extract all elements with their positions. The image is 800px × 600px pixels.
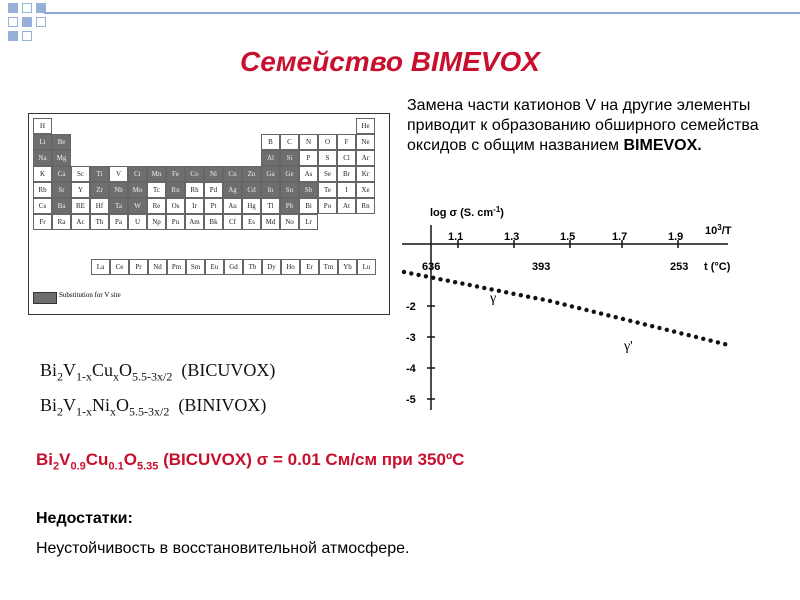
- element-cell: Sr: [52, 182, 71, 198]
- element-cell: Be: [52, 134, 71, 150]
- data-point: [468, 283, 472, 287]
- decor-square: [36, 17, 46, 27]
- decor-square: [8, 17, 18, 27]
- element-cell: Ca: [52, 166, 71, 182]
- element-cell: I: [337, 182, 356, 198]
- element-cell: Rb: [33, 182, 52, 198]
- data-point: [570, 304, 574, 308]
- data-point: [460, 281, 464, 285]
- data-point: [416, 273, 420, 277]
- element-cell: Ru: [166, 182, 185, 198]
- legend-text: Substitution for V site: [59, 291, 121, 299]
- data-point: [526, 295, 530, 299]
- element-cell: Co: [185, 166, 204, 182]
- element-cell: Md: [261, 214, 280, 230]
- element-cell: Ag: [223, 182, 242, 198]
- element-cell: Ta: [109, 198, 128, 214]
- element-cell: Ac: [71, 214, 90, 230]
- temperature-tick-label: 253: [670, 261, 689, 273]
- element-cell: S: [318, 150, 337, 166]
- data-point: [541, 297, 545, 301]
- element-cell: At: [337, 198, 356, 214]
- element-cell: Pt: [204, 198, 223, 214]
- element-cell: V: [109, 166, 128, 182]
- element-cell: Mo: [128, 182, 147, 198]
- data-point: [599, 311, 603, 315]
- periodic-table: [28, 113, 390, 315]
- data-point: [723, 342, 727, 346]
- element-cell: No: [280, 214, 299, 230]
- element-cell: Hf: [90, 198, 109, 214]
- lanthanide-cell: Sm: [186, 259, 205, 275]
- y-tick-label: -3: [406, 332, 416, 344]
- element-cell: Cd: [242, 182, 261, 198]
- element-cell: B: [261, 134, 280, 150]
- element-cell: Ar: [356, 150, 375, 166]
- data-point: [409, 271, 413, 275]
- element-cell: Zr: [90, 182, 109, 198]
- element-cell: Rn: [356, 198, 375, 214]
- element-cell: Ti: [90, 166, 109, 182]
- element-cell: Pb: [280, 198, 299, 214]
- bottom-axis-label: t (°C): [704, 261, 731, 273]
- data-point: [657, 326, 661, 330]
- decor-square: [8, 31, 18, 41]
- conductivity-highlight: $Bi_2V_{0.9}Cu_{0.1}O_{5.35}$ (BICUVOX) σ = 0.01 См/см при 350ºC: [36, 450, 465, 473]
- top-tick-label: 1.5: [560, 231, 576, 243]
- element-cell: Br: [337, 166, 356, 182]
- decor-square: [22, 31, 32, 41]
- element-cell: He: [356, 118, 375, 134]
- element-cell: F: [337, 134, 356, 150]
- data-point: [628, 319, 632, 323]
- top-axis-label: $10^3/T$: [705, 223, 732, 237]
- lanthanide-cell: Lu: [357, 259, 376, 275]
- data-point: [687, 333, 691, 337]
- data-point: [650, 324, 654, 328]
- data-point: [694, 335, 698, 339]
- element-cell: U: [128, 214, 147, 230]
- description-text: Замена части катионов V на другие элементы приводит к образованию обширного семейства оксидов с общим названием: [407, 97, 759, 154]
- element-cell: Am: [185, 214, 204, 230]
- data-point: [497, 289, 501, 293]
- element-cell: Sc: [71, 166, 90, 182]
- y-axis-label: log σ (S. $cm^{-1}$): [430, 205, 504, 219]
- data-point: [621, 317, 625, 321]
- data-point: [519, 293, 523, 297]
- element-cell: As: [299, 166, 318, 182]
- drawbacks-title: Недостатки:: [36, 510, 133, 527]
- element-cell: P: [299, 150, 318, 166]
- element-cell: Ge: [280, 166, 299, 182]
- element-cell: Tl: [261, 198, 280, 214]
- element-cell: Se: [318, 166, 337, 182]
- data-point: [716, 340, 720, 344]
- element-cell: Cr: [128, 166, 147, 182]
- conductivity-chart: [398, 200, 798, 420]
- header-rule: [44, 12, 800, 14]
- element-cell: Zn: [242, 166, 261, 182]
- element-cell: Re: [147, 198, 166, 214]
- element-cell: K: [33, 166, 52, 182]
- element-cell: RE: [71, 198, 90, 214]
- lanthanide-cell: Tm: [319, 259, 338, 275]
- decor-square: [22, 3, 32, 13]
- top-tick-label: 1.7: [612, 231, 628, 243]
- lanthanide-cell: Er: [300, 259, 319, 275]
- top-tick-label: 1.3: [504, 231, 520, 243]
- lanthanide-cell: Nd: [148, 259, 167, 275]
- element-cell: Mn: [147, 166, 166, 182]
- lanthanide-cell: Pm: [167, 259, 186, 275]
- y-tick-label: -2: [406, 301, 416, 313]
- element-cell: Th: [90, 214, 109, 230]
- element-cell: Np: [147, 214, 166, 230]
- element-cell: Pd: [204, 182, 223, 198]
- element-cell: Mg: [52, 150, 71, 166]
- data-point: [511, 292, 515, 296]
- element-cell: Cl: [337, 150, 356, 166]
- data-point: [665, 328, 669, 332]
- top-tick-label: 1.9: [668, 231, 684, 243]
- data-point: [672, 329, 676, 333]
- element-cell: Bk: [204, 214, 223, 230]
- element-cell: Es: [242, 214, 261, 230]
- data-point: [708, 338, 712, 342]
- element-cell: Cu: [223, 166, 242, 182]
- phase-gamma-label: γ: [490, 291, 497, 306]
- description-bold: BIMEVOX.: [623, 137, 702, 154]
- element-cell: Cs: [33, 198, 52, 214]
- lanthanide-cell: Tb: [243, 259, 262, 275]
- element-cell: C: [280, 134, 299, 150]
- element-cell: Nb: [109, 182, 128, 198]
- element-cell: Si: [280, 150, 299, 166]
- data-point: [577, 306, 581, 310]
- description: [407, 96, 777, 156]
- decor-square: [22, 17, 32, 27]
- corner-decoration: [0, 0, 60, 50]
- top-tick-label: 1.1: [448, 231, 464, 243]
- element-cell: Cf: [223, 214, 242, 230]
- lanthanide-cell: Ce: [110, 259, 129, 275]
- data-point: [606, 313, 610, 317]
- lanthanide-cell: Ho: [281, 259, 300, 275]
- element-cell: Te: [318, 182, 337, 198]
- data-point: [475, 284, 479, 288]
- temperature-tick-label: 636: [422, 261, 441, 273]
- y-tick-label: -4: [406, 363, 416, 375]
- lanthanide-cell: Gd: [224, 259, 243, 275]
- data-point: [482, 286, 486, 290]
- element-cell: Ba: [52, 198, 71, 214]
- element-cell: Po: [318, 198, 337, 214]
- element-cell: H: [33, 118, 52, 134]
- data-point: [548, 299, 552, 303]
- formula-bicuvox: $Bi_2V_{1-x}Cu_xO_{5.5-3x/2}$ (BICUVOX): [40, 360, 276, 384]
- element-cell: O: [318, 134, 337, 150]
- element-cell: Xe: [356, 182, 375, 198]
- element-cell: Tc: [147, 182, 166, 198]
- element-cell: Ni: [204, 166, 223, 182]
- lanthanide-cell: Pr: [129, 259, 148, 275]
- temperature-tick-label: 393: [532, 261, 551, 273]
- data-point: [679, 331, 683, 335]
- element-cell: Ne: [356, 134, 375, 150]
- element-cell: In: [261, 182, 280, 198]
- element-cell: Lr: [299, 214, 318, 230]
- decor-square: [8, 3, 18, 13]
- data-point: [555, 301, 559, 305]
- data-point: [453, 280, 457, 284]
- data-point: [431, 276, 435, 280]
- element-cell: Hg: [242, 198, 261, 214]
- element-cell: Li: [33, 134, 52, 150]
- element-cell: Fr: [33, 214, 52, 230]
- data-point: [584, 308, 588, 312]
- data-point: [438, 277, 442, 281]
- data-point: [614, 315, 618, 319]
- element-cell: Bi: [299, 198, 318, 214]
- element-cell: Pa: [109, 214, 128, 230]
- data-point: [635, 320, 639, 324]
- element-cell: Sn: [280, 182, 299, 198]
- drawbacks-text: Неустойчивость в восстановительной атмосфере.: [36, 540, 410, 557]
- element-cell: Au: [223, 198, 242, 214]
- data-point: [402, 270, 406, 274]
- element-cell: Ga: [261, 166, 280, 182]
- element-cell: Kr: [356, 166, 375, 182]
- formula-binivox: $Bi_2V_{1-x}Ni_xO_{5.5-3x/2}$ (BINIVOX): [40, 395, 267, 419]
- data-point: [701, 337, 705, 341]
- element-cell: Sb: [299, 182, 318, 198]
- data-point: [424, 274, 428, 278]
- element-cell: Na: [33, 150, 52, 166]
- data-point: [446, 279, 450, 283]
- element-cell: Pu: [166, 214, 185, 230]
- slide-title: Семейство BIMEVOX: [240, 46, 540, 77]
- phase-gamma-prime-label: γ': [624, 339, 633, 354]
- data-point: [504, 290, 508, 294]
- y-tick-label: -5: [406, 394, 416, 406]
- data-point: [533, 296, 537, 300]
- data-point: [592, 310, 596, 314]
- lanthanide-cell: Dy: [262, 259, 281, 275]
- lanthanide-cell: Eu: [205, 259, 224, 275]
- element-cell: Rh: [185, 182, 204, 198]
- element-cell: Os: [166, 198, 185, 214]
- element-cell: Ir: [185, 198, 204, 214]
- data-point: [562, 302, 566, 306]
- element-cell: N: [299, 134, 318, 150]
- element-cell: Ra: [52, 214, 71, 230]
- element-cell: Al: [261, 150, 280, 166]
- element-cell: Y: [71, 182, 90, 198]
- lanthanide-cell: Yb: [338, 259, 357, 275]
- lanthanide-cell: La: [91, 259, 110, 275]
- element-cell: Fe: [166, 166, 185, 182]
- data-point: [643, 322, 647, 326]
- element-cell: W: [128, 198, 147, 214]
- legend-swatch: [33, 292, 57, 304]
